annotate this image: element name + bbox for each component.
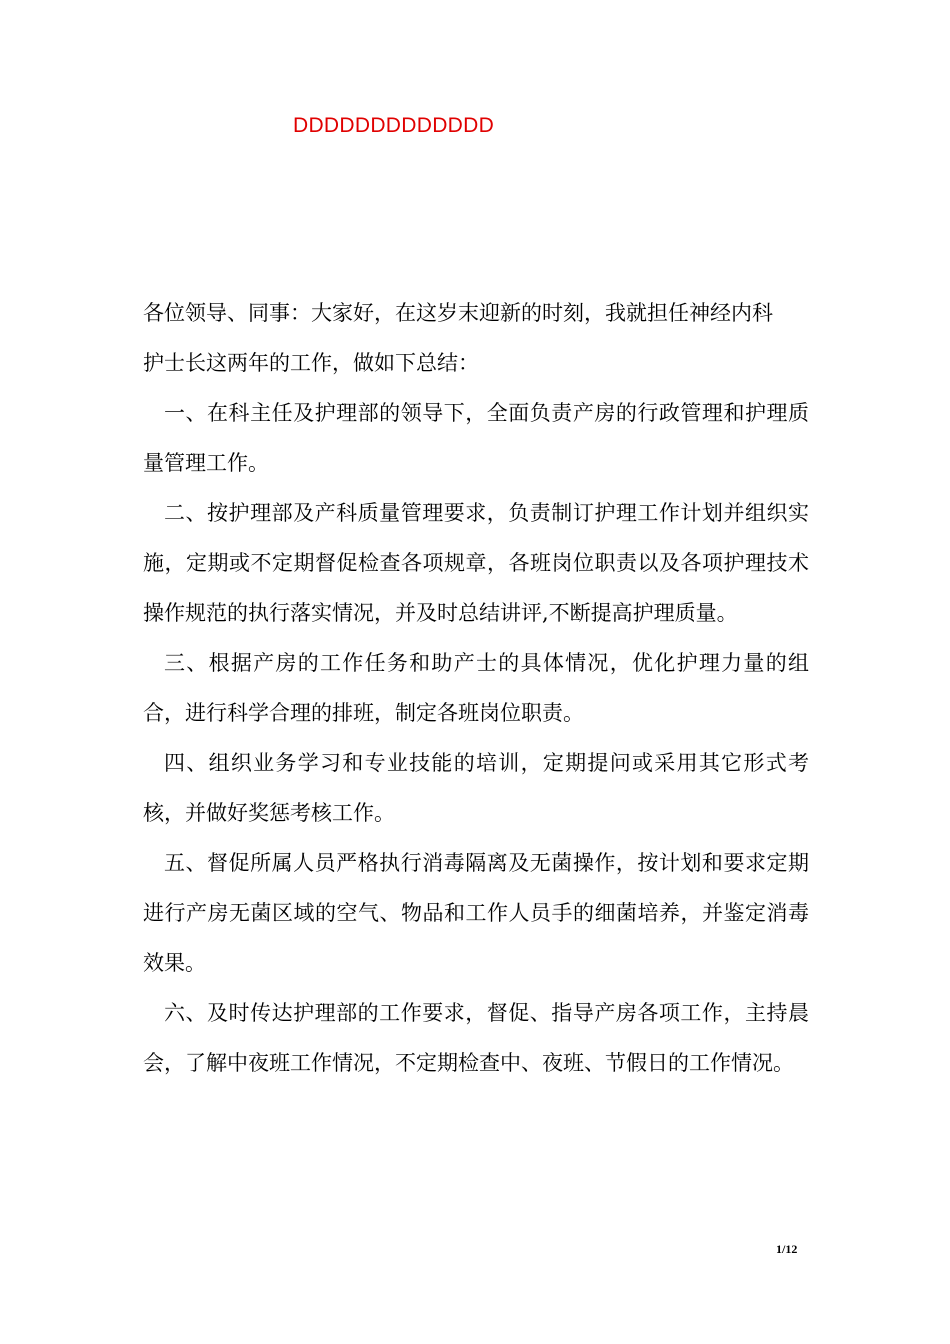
document-header-title: DDDDDDDDDDDDD <box>293 114 495 137</box>
paragraph-item-5: 五、督促所属人员严格执行消毒隔离及无菌操作，按计划和要求定期进行产房无菌区域的空气、物品和工作人员手的细菌培养，并鉴定消毒效果。 <box>143 851 809 975</box>
paragraph-greeting: 各位领导、同事：大家好，在这岁末迎新的时刻，我就担任神经内科护士长这两年的工作，做如下总结： <box>143 301 773 375</box>
paragraph-item-1: 一、在科主任及护理部的领导下，全面负责产房的行政管理和护理质量管理工作。 <box>143 401 809 475</box>
paragraph-item-3: 三、根据产房的工作任务和助产士的具体情况，优化护理力量的组合，进行科学合理的排班，制定各班岗位职责。 <box>143 651 809 725</box>
page-number: 1/12 <box>776 1242 798 1256</box>
paragraph-item-2: 二、按护理部及产科质量管理要求，负责制订护理工作计划并组织实施，定期或不定期督促检查各项规章，各班岗位职责以及各项护理技术操作规范的执行落实情况，并及时总结讲评,不断提高护理质量。 <box>143 501 809 625</box>
paragraph-item-6: 六、及时传达护理部的工作要求，督促、指导产房各项工作，主持晨会，了解中夜班工作情况，不定期检查中、夜班、节假日的工作情况。 <box>143 1001 809 1075</box>
paragraph-item-4: 四、组织业务学习和专业技能的培训，定期提问或采用其它形式考核，并做好奖惩考核工作。 <box>143 751 809 825</box>
document-body <box>143 288 809 1088</box>
